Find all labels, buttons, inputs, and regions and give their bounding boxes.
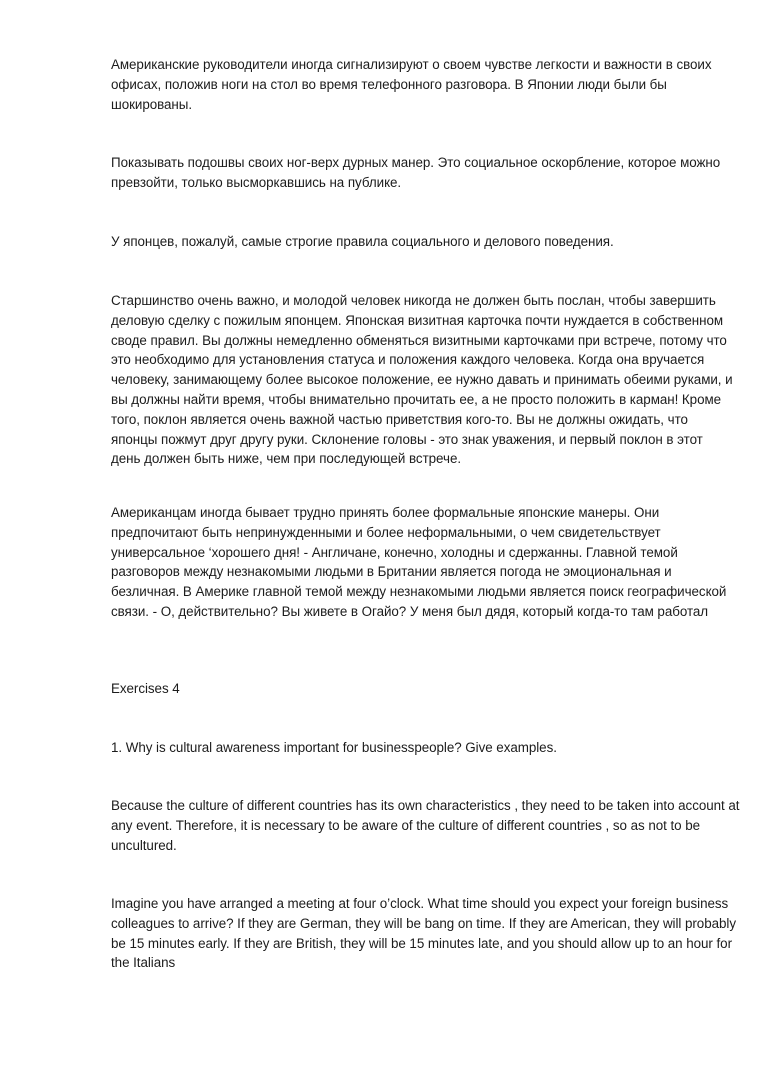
paragraph-americans-manners: Американцам иногда бывает трудно принять более формальные японские манеры. Они предпочитают быть непринужденными и более неформальными, о чем свидетельствует универсальное ‘хорошего дня! - Англичане, конечно, холодны и сдержанны. Главной темой разговоров между незнакомыми людьми в Британии является погода не эмоциональная и безличная. В Америке главной темой между незнакомыми людьми является поиск географической связи. - О, действительно? Вы живете в Огайо? У меня был дядя, который когда-то там работал <box>111 505 727 619</box>
exercises-heading: Exercises 4 <box>111 681 180 696</box>
paragraph-american-executives: Американские руководители иногда сигнализируют о своем чувстве легкости и важности в своих офисах, положив ноги на стол во время телефонного разговора. В Японии люди были бы шокированы. <box>111 57 712 112</box>
paragraph-soles-of-feet: Показывать подошвы своих ног-верх дурных манер. Это социальное оскорбление, которое можно превзойти, только высморкавшись на публике. <box>111 155 721 190</box>
exercise-answer-1: Because the culture of different countries has its own characteristics , they need to be taken into account at any event. Therefore, it is necessary to be aware of the culture of different countries , so as not to be uncultured. <box>111 798 740 853</box>
exercise-question-1: 1. Why is cultural awareness important for businesspeople? Give examples. <box>111 740 557 755</box>
paragraph-meeting-times: Imagine you have arranged a meeting at four o’clock. What time should you expect your foreign business colleagues to arrive? If they are German, they will be bang on time. If they are American, they will probably be 15 minutes early. If they are British, they will be 15 minutes late, and you should allow up to an hour for the Italians <box>111 896 736 971</box>
paragraph-seniority: Старшинство очень важно, и молодой человек никогда не должен быть послан, чтобы завершить деловую сделку с пожилым японцем. Японская визитная карточка почти нуждается в собственном своде правил. Вы должны немедленно обменяться визитными карточками при встрече, потому что это необходимо для установления статуса и положения каждого человека. Когда она вручается человеку, занимающему более высокое положение, ее нужно давать и принимать обеими руками, и вы должны найти время, чтобы внимательно прочитать ее, а не просто положить в карман! Кроме того, поклон является очень важной частью приветствия кого-то. Вы не должны ожидать, что японцы пожмут друг другу руки. Склонение головы - это знак уважения, и первый поклон в этот день должен быть ниже, чем при последующей встрече. <box>111 293 733 467</box>
paragraph-japanese-rules: У японцев, пожалуй, самые строгие правила социального и делового поведения. <box>111 234 614 249</box>
